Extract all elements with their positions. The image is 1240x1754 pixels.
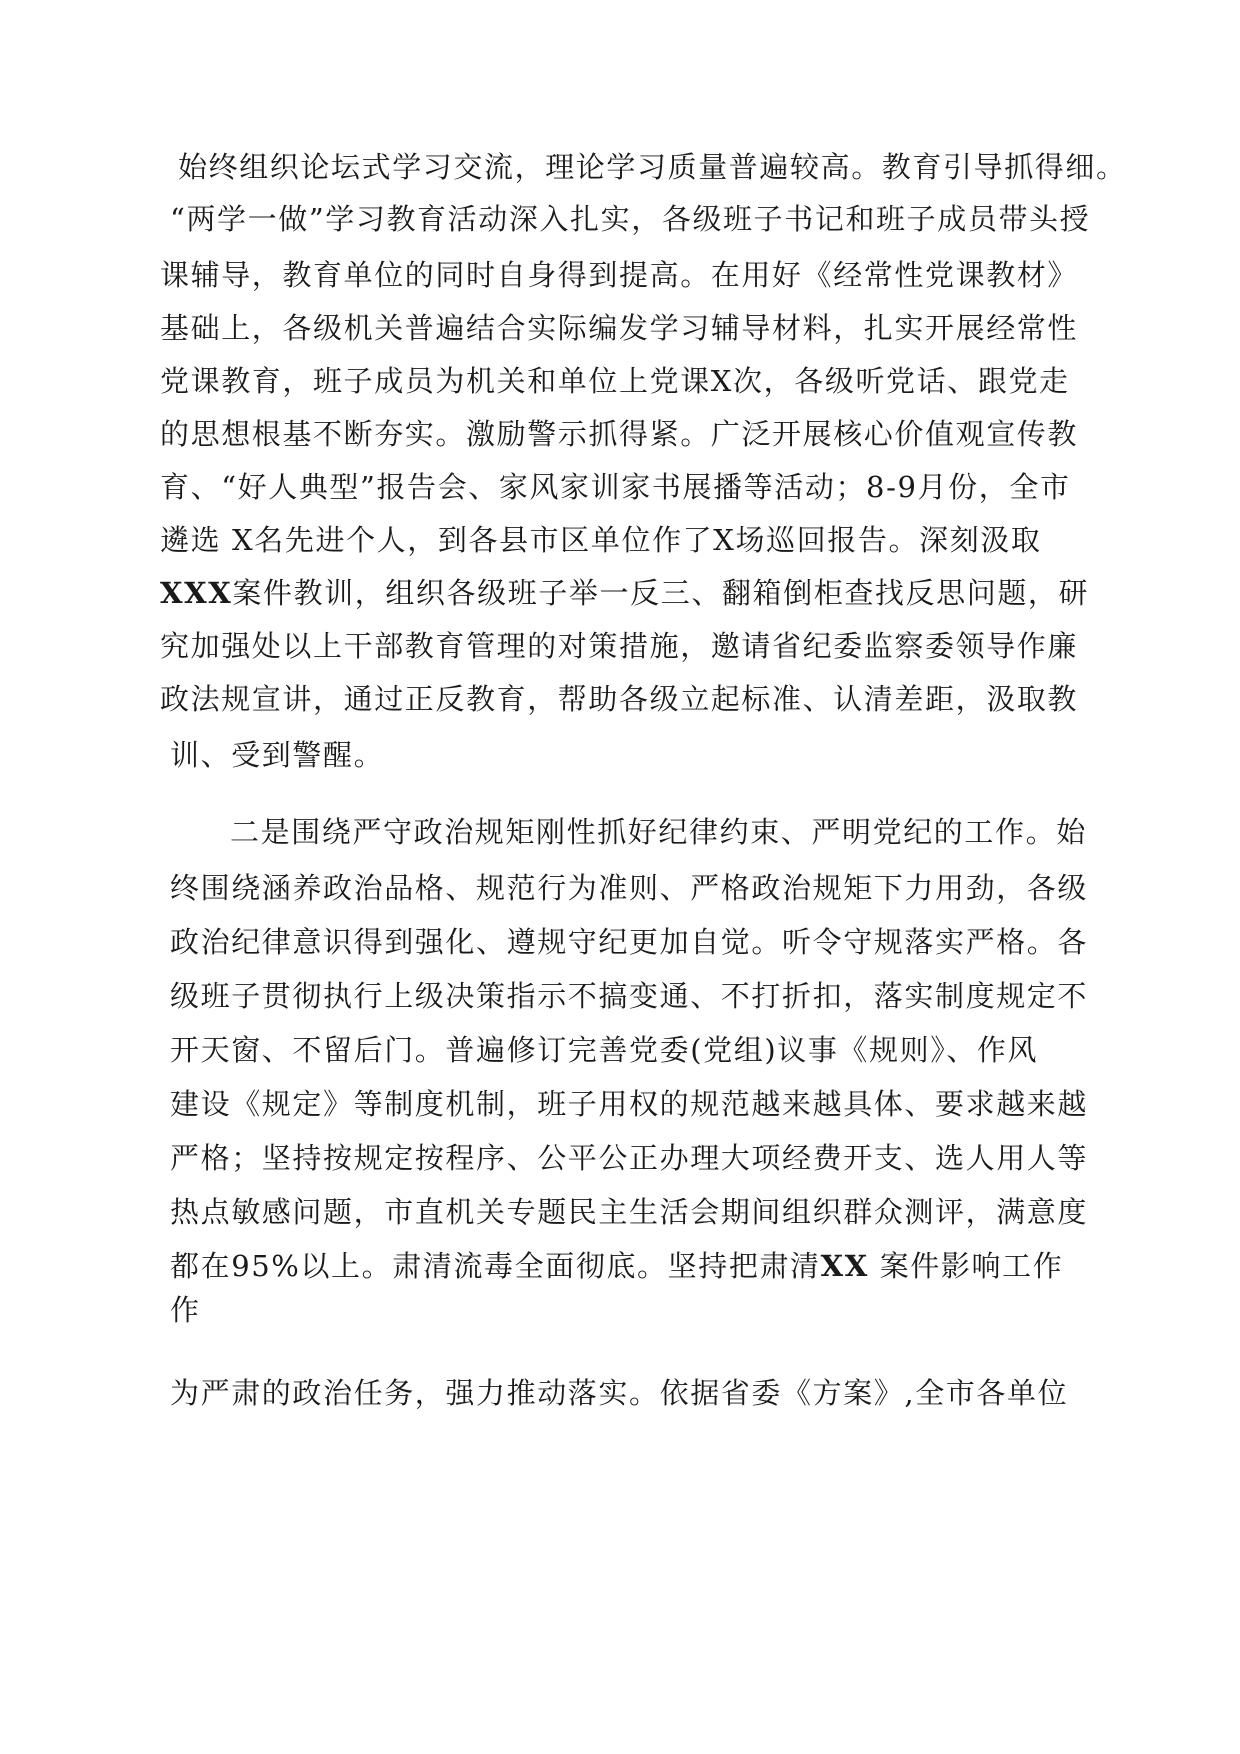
- paragraph-line: 课辅导，教育单位的同时自身得到提高。在用好《经常性党课教材》: [160, 258, 1079, 292]
- paragraph-line: 育、“好人典型”报告会、家风家训家书展播等活动；8-9月份，全市: [160, 470, 1071, 504]
- bold-text: XXX: [160, 576, 233, 610]
- paragraph-line: 热点敏感问题，市直机关专题民主生活会期间组织群众测评，满意度: [170, 1195, 1089, 1229]
- paragraph-line: 为严肃的政治任务，强力推动落实。依据省委《方案》,全市各单位: [170, 1376, 1069, 1410]
- paragraph-line: 作: [170, 1293, 201, 1327]
- line-text: 都在95%以上。肃清流毒全面彻底。坚持把肃清: [170, 1249, 821, 1283]
- paragraph-line: “两学一做”学习教育活动深入扎实，各级班子书记和班子成员带头授: [170, 202, 1091, 236]
- paragraph-line: 严格；坚持按规定按程序、公平公正办理大项经费开支、选人用人等: [170, 1141, 1089, 1175]
- line-text: 案件教训，组织各级班子举一反三、翻箱倒柜查找反思问题，研: [232, 576, 1090, 610]
- paragraph-line: 建设《规定》等制度机制，班子用权的规范越来越具体、要求越来越: [170, 1087, 1089, 1121]
- paragraph-line: 二是围绕严守政治规矩刚性抓好纪律约束、严明党纪的工作。始: [230, 815, 1087, 849]
- paragraph-line: 终围绕涵养政治品格、规范行为准则、严格政治规矩下力用劲，各级: [170, 871, 1089, 905]
- paragraph-line: 的思想根基不断夯实。激励警示抓得紧。广泛开展核心价值观宣传教: [160, 417, 1079, 451]
- paragraph-line: 政法规宣讲，通过正反教育，帮助各级立起标准、认清差距，汲取教: [160, 682, 1079, 716]
- paragraph-line: 始终组织论坛式学习交流，理论学习质量普遍较高。教育引导抓得细。: [178, 150, 1127, 184]
- paragraph-line: 遴选 X名先进个人，到各县市区单位作了X场巡回报告。深刻汲取: [160, 523, 1042, 557]
- paragraph-line: [160, 573, 1090, 613]
- paragraph-line: 基础上，各级机关普遍结合实际编发学习辅导材料，扎实开展经常性: [160, 311, 1079, 345]
- paragraph-line: 党课教育，班子成员为机关和单位上党课X次，各级听党话、跟党走: [160, 364, 1070, 398]
- paragraph-line: 政治纪律意识得到强化、遵规守纪更加自觉。听令守规落实严格。各: [170, 925, 1089, 959]
- line-text: 案件影响工作: [879, 1249, 1064, 1283]
- paragraph-line: [170, 1246, 1064, 1286]
- bold-text: XX: [820, 1249, 869, 1283]
- paragraph-line: 训、受到警醒。: [170, 738, 385, 772]
- paragraph-line: 级班子贯彻执行上级决策指示不搞变通、不打折扣，落实制度规定不: [170, 979, 1089, 1013]
- paragraph-line: 究加强处以上干部教育管理的对策措施，邀请省纪委监察委领导作廉: [160, 629, 1079, 663]
- paragraph-line: 开天窗、不留后门。普遍修订完善党委(党组)议事《规则》、作风: [170, 1033, 1039, 1067]
